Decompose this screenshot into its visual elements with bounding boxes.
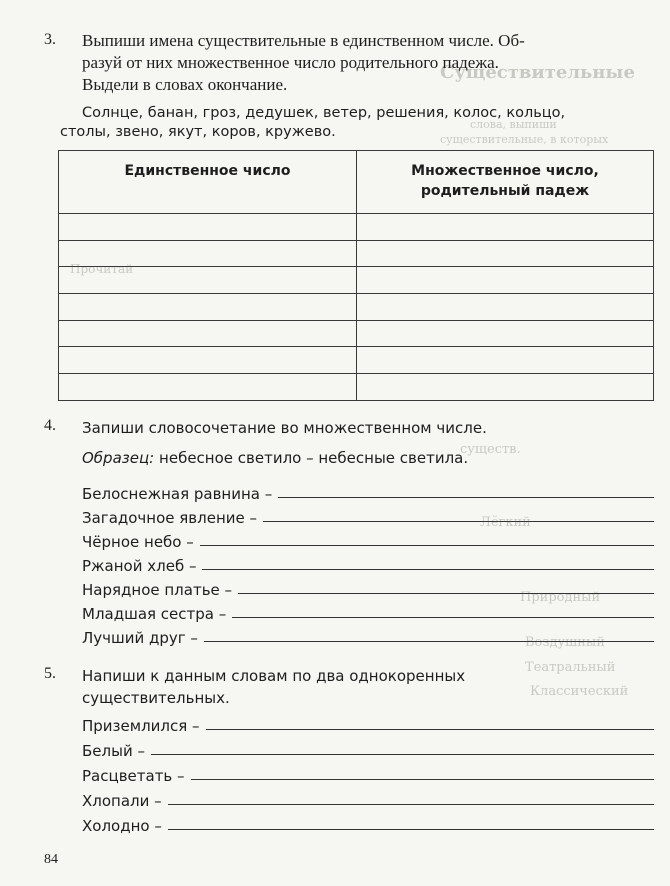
answer-rule[interactable] [168,829,654,830]
table-row [59,267,654,294]
task-3-instruction-line: Выдели в словах окончание. [82,75,288,94]
phrase-prompt: Младшая сестра – [82,605,227,623]
answer-line[interactable] [82,529,654,551]
answer-rule[interactable] [200,545,654,546]
phrase-prompt: Чёрное небо – [82,533,194,551]
answer-line[interactable] [82,505,654,527]
task-5-number: 5. [44,665,56,682]
task-4-instruction: Запиши словосочетание во множественном числе. [82,419,487,437]
task-5 [44,665,654,840]
answer-cell[interactable] [59,240,357,267]
header-plural-line2: родительный падеж [420,183,590,199]
bleed-through-text: Существительные слова, выпиши существительные, в которых Прочитай существ. Лёгкий Природный Воздушный Театральный Классический [70,62,635,699]
answer-rule[interactable] [168,804,654,805]
answer-line[interactable] [82,763,654,785]
task-3-word-list: столы, звено, якут, коров, кружево. [60,124,336,140]
answer-rule[interactable] [191,779,654,780]
task-3-body [82,30,654,125]
task-3-instruction-line: разуй от них множественное число родительного падежа. [82,53,499,72]
answer-cell[interactable] [59,214,357,241]
task-3-instruction-line: Выпиши имена существительные в единственном числе. Об- [82,31,525,50]
table-row [59,320,654,347]
phrase-prompt: Лучший друг – [82,629,198,647]
answer-rule[interactable] [238,593,654,594]
answer-rule[interactable] [263,521,654,522]
answer-cell[interactable] [357,347,654,374]
answer-cell[interactable] [357,294,654,321]
table-row [59,294,654,321]
sample-text: небесное светило – небесные светила. [159,449,469,467]
task-4-body [82,417,654,647]
answer-line[interactable] [82,577,654,599]
answer-rule[interactable] [204,641,654,642]
task-3-word-list: Солнце, банан, гроз, дедушек, ветер, решения, колос, кольцо, [82,105,566,121]
task-4-number: 4. [44,417,56,434]
task-3-number: 3. [44,31,56,48]
task-4-sample [82,447,654,469]
answer-cell[interactable] [357,214,654,241]
phrase-prompt: Загадочное явление – [82,509,258,527]
answer-cell[interactable] [59,320,357,347]
phrase-prompt: Белоснежная равнина – [82,485,273,503]
answer-rule[interactable] [278,497,654,498]
answer-line[interactable] [82,788,654,810]
task-3-table [58,150,654,401]
table-row [59,214,654,241]
answer-cell[interactable] [59,347,357,374]
task-5-instruction-line: Напиши к данным словам по два однокоренных [82,667,466,685]
task-5-body [82,665,654,840]
answer-line[interactable] [82,601,654,623]
header-plural-genitive [357,151,654,214]
answer-cell[interactable] [357,374,654,401]
word-prompt: Холодно – [82,817,162,835]
phrase-prompt: Нарядное платье – [82,581,233,599]
task-5-instruction-line: существительных. [82,689,230,707]
table-row [59,374,654,401]
word-prompt: Приземлился – [82,717,200,735]
answer-rule[interactable] [232,617,654,618]
answer-line[interactable] [82,713,654,735]
task-4 [44,417,654,647]
table-row [59,347,654,374]
answer-line[interactable] [82,625,654,647]
answer-rule[interactable] [206,729,654,730]
answer-cell[interactable] [59,294,357,321]
answer-cell[interactable] [357,267,654,294]
answer-line[interactable] [82,553,654,575]
answer-cell[interactable] [59,267,357,294]
page-number: 84 [44,852,58,867]
word-prompt: Хлопали – [82,792,162,810]
answer-line[interactable] [82,481,654,503]
table-row [59,240,654,267]
answer-cell[interactable] [357,320,654,347]
word-prompt: Расцветать – [82,767,185,785]
header-singular: Единственное число [59,151,357,214]
word-prompt: Белый – [82,742,145,760]
answer-line[interactable] [82,738,654,760]
phrase-prompt: Ржаной хлеб – [82,557,197,575]
answer-rule[interactable] [151,754,654,755]
sample-label: Образец: [82,449,155,467]
answer-cell[interactable] [357,240,654,267]
answer-cell[interactable] [59,374,357,401]
answer-line[interactable] [82,813,654,835]
answer-rule[interactable] [202,569,654,570]
table-body [59,214,654,401]
table-header-row [59,151,654,214]
header-plural-line1: Множественное число, [411,163,599,179]
